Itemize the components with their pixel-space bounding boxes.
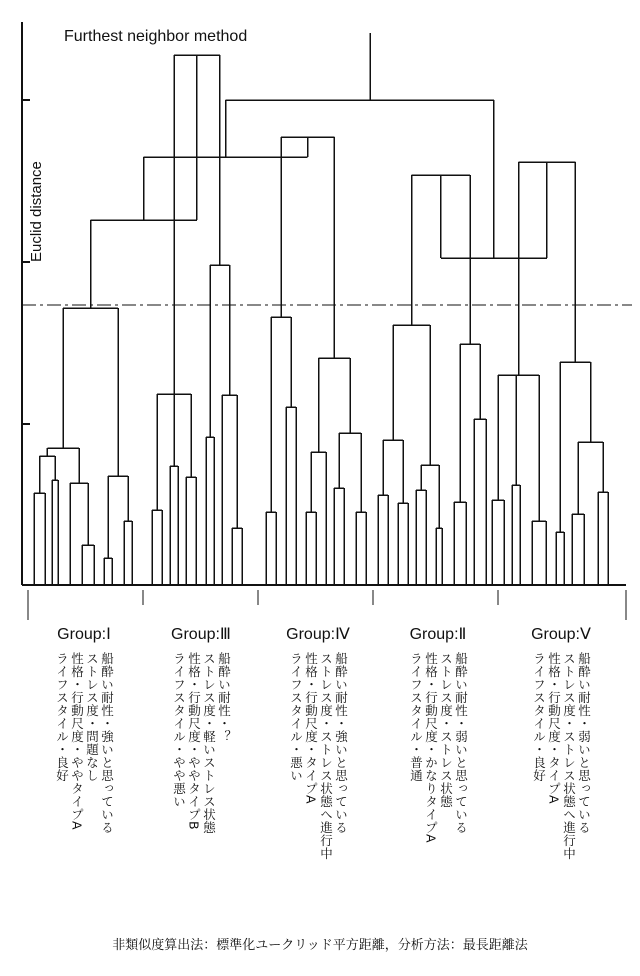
group-line: ライフスタイル・良好 bbox=[54, 652, 70, 782]
group-line: ストレス度・軽いストレス状態 bbox=[201, 652, 217, 834]
group-line: 船酔い耐性・？ bbox=[216, 652, 232, 743]
chart-title: Furthest neighbor method bbox=[64, 28, 248, 45]
group-line: ストレス度・ストレス状態へ進行中 bbox=[318, 652, 334, 860]
group-description bbox=[145, 652, 257, 834]
group-line: 性格・行動尺度・タイプA bbox=[303, 652, 319, 805]
group-line: ストレス度・問題なし bbox=[84, 652, 100, 782]
group-4-label bbox=[262, 624, 374, 860]
group-line: 性格・行動尺度・ややタイプB bbox=[186, 652, 202, 831]
group-line: 船酔い耐性・強いと思っている bbox=[99, 652, 115, 834]
group-line: ライフスタイル・良好 bbox=[531, 652, 547, 782]
group-description bbox=[382, 652, 494, 843]
group-name: Group:Ⅳ bbox=[286, 626, 350, 643]
group-line: ストレス度・ストレス状態へ進行中 bbox=[561, 652, 577, 860]
group-line: 船酔い耐性・弱いと思っている bbox=[576, 652, 592, 834]
group-name: Group:Ⅰ bbox=[57, 626, 111, 643]
group-line: 船酔い耐性・弱いと思っている bbox=[453, 652, 469, 834]
group-name: Group:Ⅲ bbox=[171, 626, 231, 643]
group-line: 性格・行動尺度・ややタイプA bbox=[69, 652, 85, 831]
group-line: ライフスタイル・やや悪い bbox=[171, 652, 187, 808]
group-line: ストレス度・ストレス状態 bbox=[438, 652, 454, 808]
group-description bbox=[28, 652, 140, 834]
method-footnote: 非類似度算出法：標準化ユークリッド平方距離，分析方法：最長距離法 bbox=[112, 938, 528, 953]
group-line: 船酔い耐性・強いと思っている bbox=[333, 652, 349, 834]
group-line: ライフスタイル・普通 bbox=[408, 652, 424, 782]
group-description bbox=[262, 652, 374, 860]
group-description bbox=[505, 652, 617, 860]
group-name: Group:Ⅴ bbox=[531, 626, 591, 643]
group-5-label bbox=[505, 624, 617, 860]
group-name: Group:Ⅱ bbox=[409, 626, 467, 643]
y-axis-label: Euclid distance bbox=[28, 161, 45, 262]
group-1-label bbox=[28, 624, 140, 834]
group-2-label bbox=[382, 624, 494, 843]
group-line: ライフスタイル・悪い bbox=[288, 652, 304, 782]
group-line: 性格・行動尺度・かなりタイプA bbox=[423, 652, 439, 844]
group-line: 性格・行動尺度・タイプA bbox=[546, 652, 562, 805]
group-3-label bbox=[145, 624, 257, 834]
